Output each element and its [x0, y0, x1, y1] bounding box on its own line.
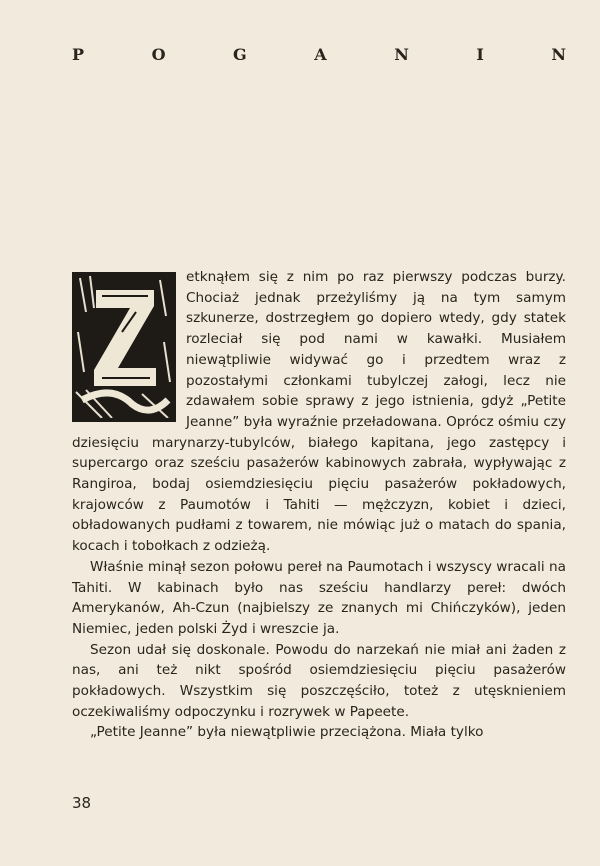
running-head — [72, 45, 566, 64]
paragraph: Właśnie minął sezon połowu pereł na Paumotach i wszyscy wracali na Tahiti. W kabinach było nas sześciu handlarzy pereł: dwóch Amerykanów, Ah-Czun (najbielszy ze znanych mi Chińczyków), jeden Niemiec, jeden polski Żyd i wreszcie ja. — [72, 558, 566, 637]
running-head-letter: I — [476, 45, 484, 64]
running-head-letter: G — [233, 45, 247, 64]
page-number: 38 — [72, 794, 92, 812]
body-text — [72, 267, 566, 743]
paragraph: „Petite Jeanne” była niewątpliwie przeciążona. Miała tylko — [90, 724, 484, 741]
paragraph: etknąłem się z nim po raz pierwszy podczas burzy. Chociaż jednak przeżyliśmy ją na tym samym szkunerze, dostrzegłem go dopiero wtedy, gdy statek rozleciał się pod nami w kawałki. Musiałem niewątpliwie widywać go i przedtem wraz z pozostałymi członkami tubylczej załogi, lecz nie zdawałem sobie sprawy z jego istnienia, gdyż „Petite Jeanne” była wyraźnie przeładowana. Oprócz ośmiu czy dziesięciu marynarzy-tubylców, białego kapitana, jego zastępcy i supercargo oraz sześciu pasażerów kabinowych zabrała, wypływając z Rangiroa, bodaj osiemdziesięciu pięciu pasażerów pokładowych, krajowców z Paumotów i Tahiti — mężczyzn, kobiet i dzieci, obładowanych pudłami z towarem, nie mówiąc już o matach do spania, kocach i tobołkach z odzieżą. — [72, 269, 566, 555]
running-head-letter: O — [151, 45, 166, 64]
paragraph: Sezon udał się doskonale. Powodu do narzekań nie miał ani żaden z nas, ani też nikt spośród osiemdziesięciu pięciu pasażerów pokładowych. Wszystkim się poszczęściło, toteż z utęsknieniem oczekiwaliśmy odpoczynku i rozrywek w Papeete. — [72, 641, 566, 720]
running-head-letter: A — [314, 45, 327, 64]
running-head-letter: N — [551, 45, 566, 64]
woodcut-initial-z-icon — [72, 272, 176, 422]
running-head-letter: N — [394, 45, 409, 64]
running-head-letter: P — [72, 45, 85, 64]
